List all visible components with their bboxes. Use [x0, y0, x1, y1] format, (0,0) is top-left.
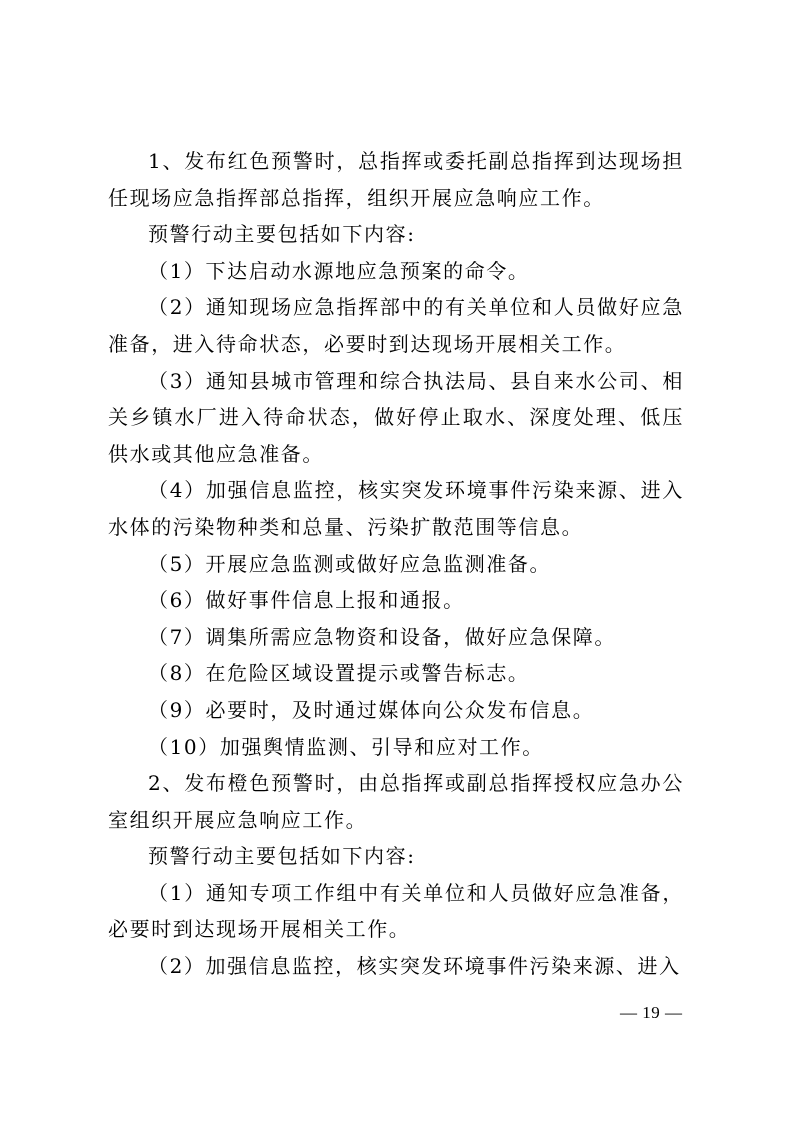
paragraph-orange-item-1: （1）通知专项工作组中有关单位和人员做好应急准备，必要时到达现场开展相关工作。	[108, 880, 684, 942]
paragraph-orange-warning: 2、发布橙色预警时，由总指挥或副总指挥授权应急办公室组织开展应急响应工作。	[108, 771, 684, 832]
paragraph-red-warning: 1、发布红色预警时，总指挥或委托副总指挥到达现场担任现场应急指挥部总指挥，组织开展应急响应工作。	[108, 149, 684, 210]
paragraph-actions-intro: 预警行动主要包括如下内容:	[148, 222, 416, 247]
document-body	[108, 143, 684, 985]
paragraph-item-2: （2）通知现场应急指挥部中的有关单位和人员做好应急准备，进入待命状态，必要时到达现场开展相关工作。	[108, 295, 684, 356]
paragraph-item-8: （8）在危险区域设置提示或警告标志。	[148, 661, 530, 686]
paragraph-item-1: （1）下达启动水源地应急预案的命令。	[148, 258, 530, 283]
paragraph-item-5: （5）开展应急监测或做好应急监测准备。	[148, 551, 552, 576]
paragraph-item-10: （10）加强舆情监测、引导和应对工作。	[148, 734, 544, 759]
paragraph-item-7: （7）调集所需应急物资和设备，做好应急保障。	[148, 624, 616, 649]
paragraph-item-6: （6）做好事件信息上报和通报。	[148, 588, 465, 613]
paragraph-item-4: （4）加强信息监控，核实突发环境事件污染来源、进入水体的污染物种类和总量、污染扩散范围等信息。	[108, 478, 684, 539]
page-number: — 19 —	[620, 1003, 683, 1022]
paragraph-item-9: （9）必要时，及时通过媒体向公众发布信息。	[148, 697, 595, 722]
paragraph-actions-intro-2: 预警行动主要包括如下内容:	[148, 844, 416, 869]
paragraph-orange-item-2: （2）加强信息监控，核实突发环境事件污染来源、进入	[148, 954, 681, 979]
paragraph-item-3: （3）通知县城市管理和综合执法局、县自来水公司、相关乡镇水厂进入待命状态，做好停止取水、深度处理、低压供水或其他应急准备。	[108, 368, 684, 466]
